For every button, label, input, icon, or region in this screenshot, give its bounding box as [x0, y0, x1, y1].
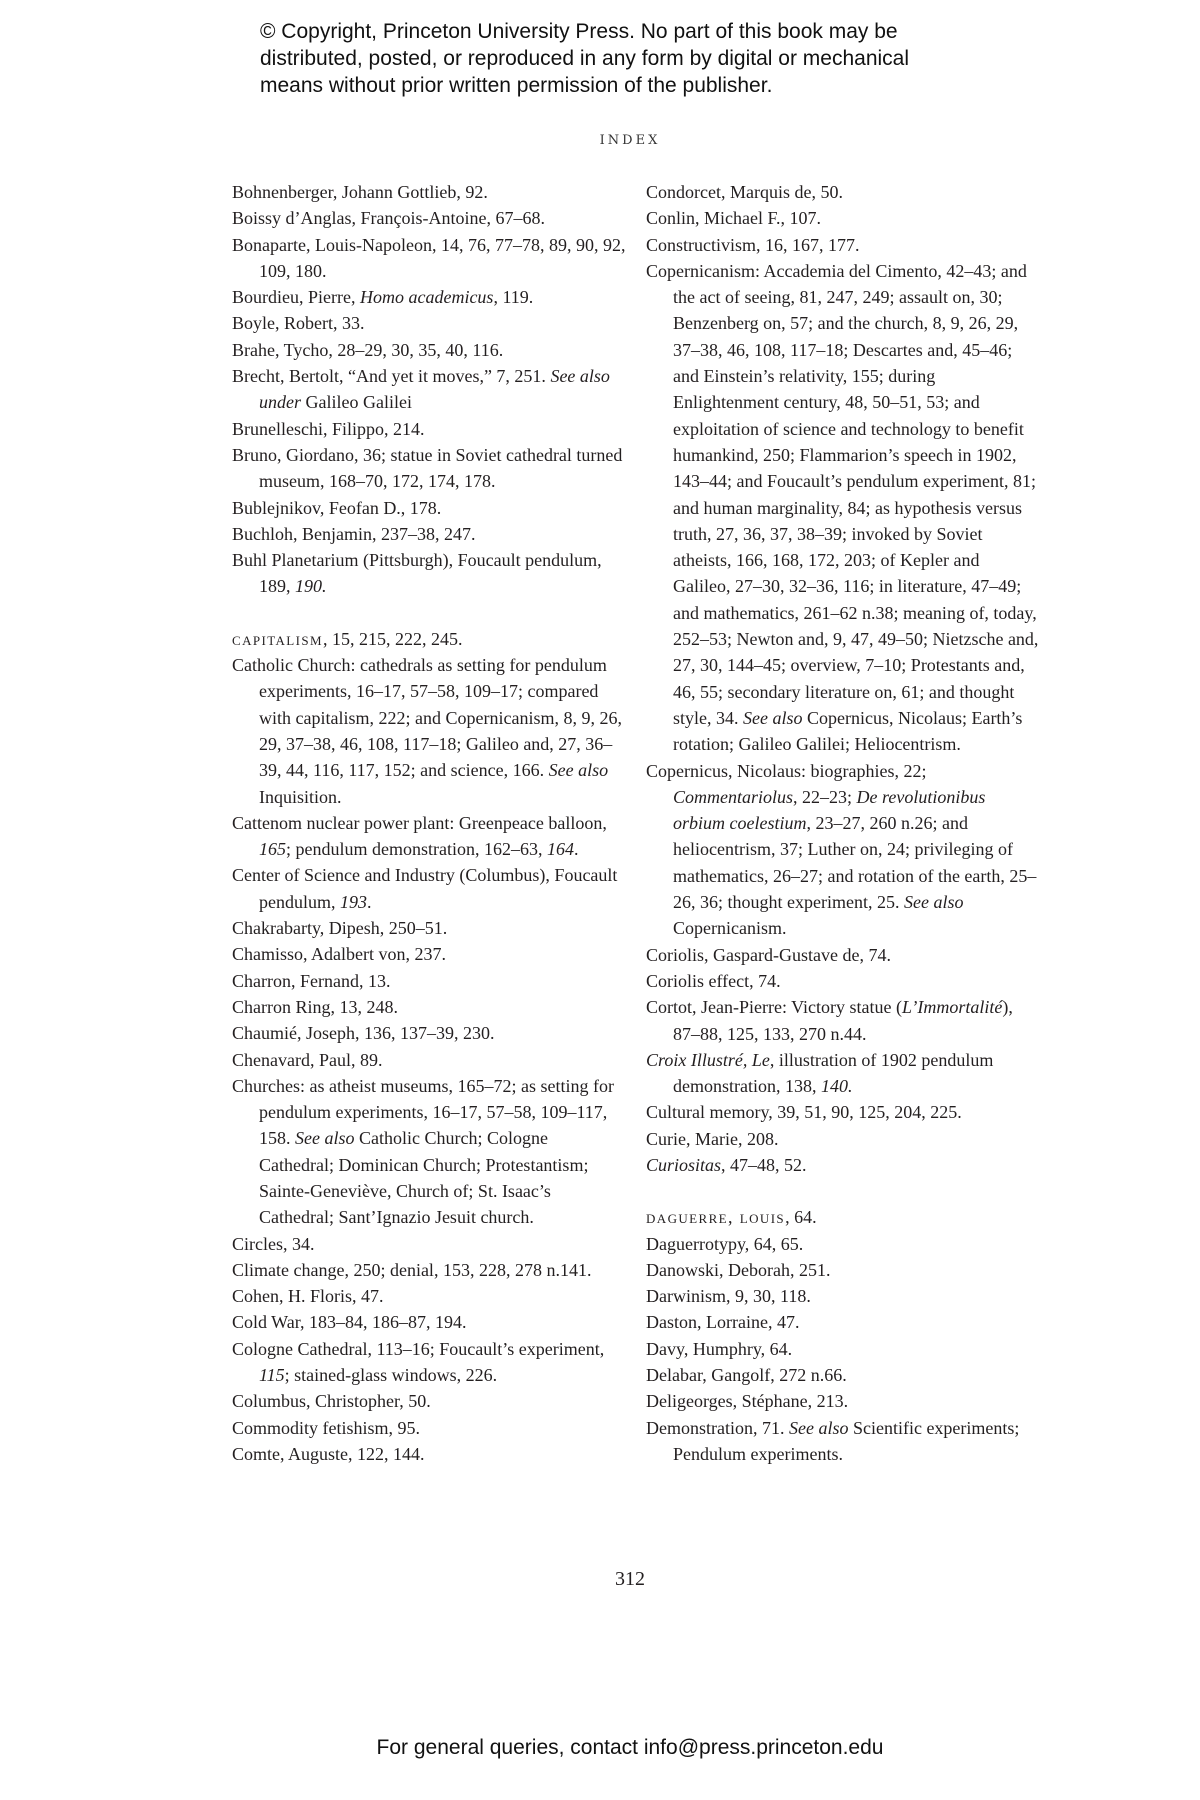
entry-text: Daston, Lorraine, 47.: [646, 1312, 800, 1333]
entry-italic-text: 115: [259, 1365, 285, 1386]
entry-text: Buchloh, Benjamin, 237–38, 247.: [232, 523, 476, 544]
index-entry: [646, 1415, 1041, 1468]
entry-italic-text: Commentariolus: [673, 786, 794, 807]
entry-text: Bourdieu, Pierre,: [232, 287, 360, 308]
entry-text: Center of Science and Industry (Columbus), Foucault pendulum,: [232, 865, 618, 912]
entry-text: Delabar, Gangolf, 272 n.66.: [646, 1365, 847, 1386]
entry-text: Coriolis, Gaspard-Gustave de, 74.: [646, 944, 891, 965]
entry-text: Cold War, 183–84, 186–87, 194.: [232, 1312, 467, 1333]
entry-italic-text: See also: [295, 1128, 355, 1149]
entry-text: Daguerrotypy, 64, 65.: [646, 1233, 804, 1254]
index-entry: [232, 810, 627, 863]
entry-text: Curie, Marie, 208.: [646, 1128, 779, 1149]
section-gap: [232, 600, 627, 626]
index-column-right: [646, 179, 1041, 1467]
index-entry: [646, 232, 1041, 258]
index-entry: [232, 1336, 627, 1389]
index-entry: [232, 521, 627, 547]
index-entry: [232, 442, 627, 495]
index-entry: [646, 258, 1041, 758]
entry-italic-text: See also under: [259, 366, 610, 413]
entry-italic-text: Homo academicus: [359, 287, 494, 308]
index-entry: [646, 942, 1041, 968]
index-entry: [232, 941, 627, 967]
entry-italic-text: Croix Illustré, Le: [646, 1049, 770, 1070]
entry-text: Bruno, Giordano, 36; statue in Soviet cathedral turned museum, 168–70, 172, 174, 178.: [232, 444, 623, 492]
entry-text: Constructivism, 16, 167, 177.: [646, 234, 860, 255]
entry-text: , 64.: [785, 1207, 817, 1228]
entry-text: ; stained-glass windows, 226.: [284, 1365, 498, 1386]
entry-text: , 119.: [493, 287, 534, 308]
entry-text: Coriolis effect, 74.: [646, 970, 781, 991]
section-gap: [646, 1178, 1041, 1204]
index-entry: [646, 758, 1041, 942]
entry-text: Copernicanism.: [673, 918, 787, 939]
index-entry: [646, 179, 1041, 205]
entry-text: Copernicus, Nicolaus; Earth’s rotation; Galileo Galilei; Heliocentrism.: [673, 707, 1023, 755]
entry-text: Inquisition.: [259, 786, 342, 807]
entry-text: Brecht, Bertolt, “And yet it moves,” 7, 251.: [232, 366, 551, 387]
entry-text: Charron Ring, 13, 248.: [232, 996, 398, 1017]
entry-text: Bonaparte, Louis-Napoleon, 14, 76, 77–78, 89, 90, 92, 109, 180.: [232, 234, 626, 281]
entry-text: Brahe, Tycho, 28–29, 30, 35, 40, 116.: [232, 339, 504, 360]
entry-text: Danowski, Deborah, 251.: [646, 1259, 831, 1280]
entry-text: Chenavard, Paul, 89.: [232, 1049, 383, 1070]
index-entry: [646, 1152, 1041, 1178]
entry-text: Darwinism, 9, 30, 118.: [646, 1286, 811, 1307]
entry-text: Buhl Planetarium (Pittsburgh), Foucault pendulum, 189,: [232, 550, 602, 597]
entry-italic-text: See also: [788, 1417, 849, 1438]
entry-text: Copernicanism: Accademia del Cimento, 42–43; and the act of seeing, 81, 247, 249; assault on, 30; Benzenberg on, 57; and the church, 8, 9, 26, 29, 37–38, 46, 108, 117–18; Descartes and, 45–46; and Einstein’s relativity, 155; during Enlightenment century, 48, 50–51, 53; and exploitation of science and technology to benefit humankind, 250; Flammarion’s speech in 1902, 143–44; and Foucault’s pendulum experiment, 81; and human marginality, 84; as hypothesis versus truth, 27, 36, 37, 38–39; invoked by Soviet atheists, 166, 168, 172, 203; of Kepler and Galileo, 27–30, 32–36, 116; in literature, 47–49; and mathematics, 261–62 n.38; meaning of, today, 252–53; Newton and, 9, 47, 49–50; Nietzsche and, 27, 30, 144–45; overview, 7–10; Protestants and, 46, 55; secondary literature on, 61; and thought style, 34.: [646, 260, 1039, 728]
contact-line: For general queries, contact info@press.princeton.edu: [376, 1736, 884, 1759]
entry-text: Cohen, H. Floris, 47.: [232, 1286, 384, 1307]
entry-text: Boyle, Robert, 33.: [232, 313, 365, 334]
index-entry: [232, 284, 627, 310]
index-entry: [646, 1257, 1041, 1283]
entry-text: Davy, Humphry, 64.: [646, 1338, 793, 1359]
index-entry: [232, 1257, 627, 1283]
index-entry: [232, 1309, 627, 1335]
entry-italic-text: L’Immortalité: [902, 997, 1003, 1018]
index-entry: [232, 363, 627, 416]
entry-text: ), 87–88, 125, 133, 270 n.44.: [673, 997, 1013, 1044]
entry-text: Chaumié, Joseph, 136, 137–39, 230.: [232, 1023, 495, 1044]
copyright-notice: © Copyright, Princeton University Press. No part of this book may be distributed, posted, or reproduced in any form by digital or mechanical means without prior written permission of the publisher.: [260, 20, 910, 97]
entry-text: Churches: as atheist museums, 165–72; as setting for pendulum experiments, 16–17, 57–58, 109–117, 158.: [232, 1075, 614, 1149]
entry-text: , illustration of 1902 pendulum demonstration, 138,: [673, 1049, 994, 1097]
index-column-left: [232, 179, 627, 1467]
index-entry: [646, 1388, 1041, 1414]
entry-text: , 23–27, 260 n.26; and heliocentrism, 37; Luther on, 24; privileging of mathematics, 26–27; and rotation of the earth, 25–26, 36; thought experiment, 25.: [673, 813, 1037, 913]
entry-text: Galileo Galilei: [301, 392, 412, 413]
index-entry: [646, 994, 1041, 1047]
entry-text: Demonstration, 71.: [646, 1417, 789, 1438]
entry-text: Commodity fetishism, 95.: [232, 1417, 421, 1438]
index-entry: [646, 1336, 1041, 1362]
entry-italic-text: 164: [546, 839, 574, 860]
index-entry: [232, 205, 627, 231]
entry-text: Catholic Church; Cologne Cathedral; Dominican Church; Protestantism; Sainte-Geneviève, Church of; St. Isaac’s Cathedral; Sant’Ignazio Jesuit church.: [259, 1128, 589, 1228]
index-entry: [646, 1309, 1041, 1335]
entry-text: Climate change, 250; denial, 153, 228, 278 n.141.: [232, 1259, 592, 1280]
index-entry: [232, 626, 627, 652]
index-entry: [646, 1204, 1041, 1230]
entry-text: Comte, Auguste, 122, 144.: [232, 1443, 425, 1464]
index-entry: [232, 994, 627, 1020]
index-entry: [232, 862, 627, 915]
entry-text: Bohnenberger, Johann Gottlieb, 92.: [232, 182, 488, 202]
index-entry: [232, 232, 627, 285]
index-entry: [232, 968, 627, 994]
page-number: 312: [615, 1568, 645, 1590]
entry-text: Copernicus, Nicolaus: biographies, 22;: [646, 760, 927, 781]
index-entry: [232, 1415, 627, 1441]
section-lead-term: daguerre, louis: [646, 1207, 786, 1228]
running-head: INDEX: [599, 133, 661, 148]
index-entry: [232, 310, 627, 336]
entry-text: Deligeorges, Stéphane, 213.: [646, 1391, 849, 1412]
index-entry: [232, 915, 627, 941]
index-entry: [646, 1283, 1041, 1309]
entry-italic-text: 193: [340, 891, 367, 912]
entry-italic-text: 165: [259, 839, 286, 860]
index-entry: [646, 1047, 1041, 1100]
entry-text: Conlin, Michael F., 107.: [646, 208, 822, 229]
entry-text: Cultural memory, 39, 51, 90, 125, 204, 225.: [646, 1102, 962, 1123]
entry-text: , 47–48, 52.: [721, 1154, 807, 1175]
entry-text: Scientific experiments; Pendulum experiments.: [673, 1417, 1020, 1464]
entry-text: , 22–23;: [793, 786, 857, 807]
index-entry: [646, 1099, 1041, 1125]
entry-italic-text: Curiositas: [646, 1154, 722, 1175]
index-entry: [232, 1231, 627, 1257]
index-entry: [646, 1126, 1041, 1152]
entry-italic-text: See also: [743, 707, 803, 728]
entry-italic-text: See also: [548, 760, 609, 781]
entry-text: Cortot, Jean-Pierre: Victory statue (: [646, 997, 903, 1018]
entry-text: Chamisso, Adalbert von, 237.: [232, 944, 446, 965]
entry-text: Charron, Fernand, 13.: [232, 970, 391, 991]
index-entry: [232, 1441, 627, 1467]
entry-italic-text: De revolutionibus orbium coelestium: [673, 786, 986, 834]
index-entry: [232, 1388, 627, 1414]
index-entry: [646, 968, 1041, 994]
index-entry: [232, 1020, 627, 1046]
entry-text: Columbus, Christopher, 50.: [232, 1391, 431, 1412]
entry-text: Catholic Church: cathedrals as setting for pendulum experiments, 16–17, 57–58, 109–17; compared with capitalism, 222; and Copernicanism, 8, 9, 26, 29, 37–38, 46, 108, 117–18; Galileo and, 27, 36–39, 44, 116, 117, 152; and science, 166.: [232, 655, 622, 781]
entry-text: Cologne Cathedral, 113–16; Foucault’s experiment,: [232, 1338, 605, 1359]
entry-text: Cattenom nuclear power plant: Greenpeace balloon,: [232, 812, 607, 833]
index-entry: [232, 179, 627, 205]
index-entry: [232, 416, 627, 442]
index-entry: [232, 337, 627, 363]
index-entry: [646, 1231, 1041, 1257]
entry-text: Bublejnikov, Feofan D., 178.: [232, 497, 442, 518]
entry-text: ; pendulum demonstration, 162–63,: [286, 839, 547, 860]
entry-text: Circles, 34.: [232, 1233, 315, 1254]
entry-text: Brunelleschi, Filippo, 214.: [232, 418, 425, 439]
entry-text: Condorcet, Marquis de, 50.: [646, 182, 843, 202]
index-entry: [232, 1047, 627, 1073]
index-entry: [232, 1283, 627, 1309]
index-entry: [232, 495, 627, 521]
entry-italic-text: 190.: [295, 576, 327, 597]
index-entry: [646, 1362, 1041, 1388]
entry-text: , 15, 215, 222, 245.: [322, 628, 463, 649]
entry-italic-text: 140.: [820, 1076, 853, 1097]
entry-italic-text: See also: [903, 892, 964, 913]
entry-text: Chakrabarty, Dipesh, 250–51.: [232, 918, 448, 939]
index-entry: [646, 205, 1041, 231]
index-entry: [232, 1073, 627, 1231]
entry-text: Boissy d’Anglas, François-Antoine, 67–68.: [232, 208, 545, 229]
entry-text: .: [573, 839, 579, 860]
entry-text: .: [367, 891, 372, 912]
section-lead-term: capitalism: [232, 628, 323, 649]
index-entry: [232, 547, 627, 600]
index-entry: [232, 652, 627, 810]
